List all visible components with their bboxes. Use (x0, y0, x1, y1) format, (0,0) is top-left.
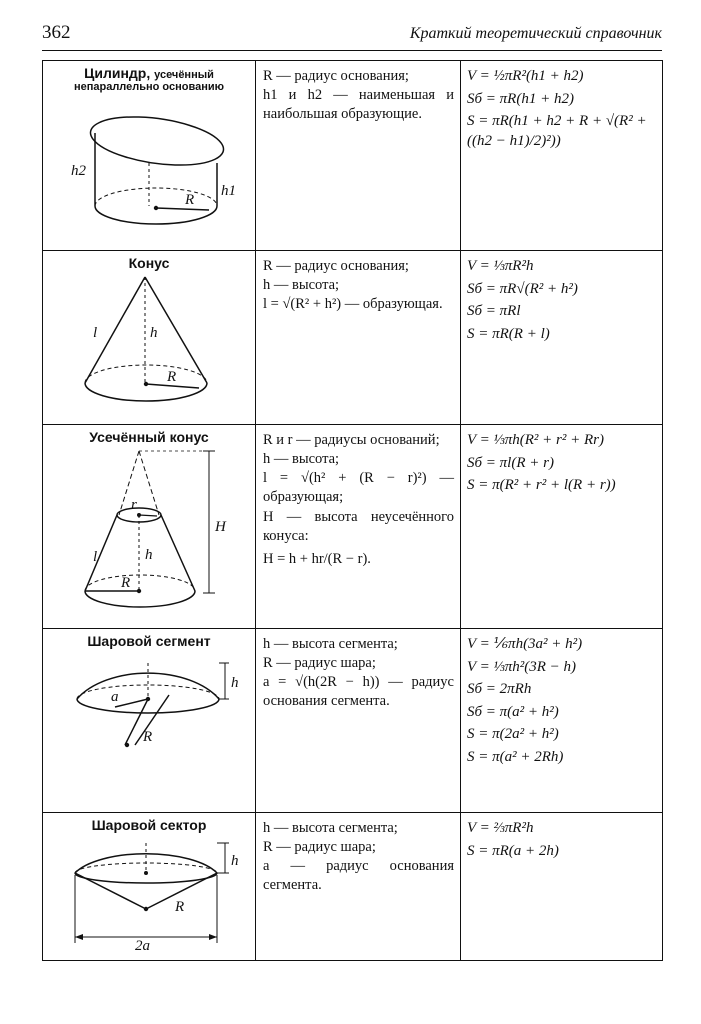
frustum-figure (49, 445, 249, 615)
cylinder-figure (49, 93, 249, 233)
formula-line: V = ½πR²(h1 + h2) (467, 68, 584, 84)
desc-line: R — радиус основания; (263, 68, 409, 84)
label-R: R (175, 899, 185, 915)
label-R: R (167, 369, 177, 385)
page-number: 362 (42, 22, 71, 43)
description-cell (256, 61, 461, 251)
solid-subtitle: непараллельно основанию (73, 81, 225, 93)
description-cell (256, 813, 461, 961)
formula-line: V = ⅓πh(R² + r² + Rr) (467, 432, 605, 448)
label-h: h (150, 325, 158, 341)
solid-name: Усечённый конус (89, 429, 209, 445)
formula-line: Sб = π(a² + h²) (467, 703, 559, 720)
label-H: H (215, 519, 226, 535)
label-h1: h1 (221, 183, 236, 199)
table-row-spherical-segment (43, 629, 663, 813)
formula-line: S = π(R² + r² + l(R + r)) (467, 477, 616, 493)
formula-line: S = π(2a² + h²) (467, 726, 559, 742)
running-title: Краткий теоретический справочник (409, 25, 662, 42)
figure-cell (43, 425, 256, 629)
formula-line: Sб = πRl (467, 303, 521, 319)
formula-line: V = ⅔πR²h (467, 820, 534, 836)
desc-line: R — радиус основания; (263, 258, 409, 274)
formula-line: Sб = πl(R + r) (467, 454, 554, 471)
label-2a: 2a (135, 938, 150, 951)
table-row-cone (43, 251, 663, 425)
formula-cell (461, 251, 663, 425)
desc-line: h — высота сегмента; (263, 820, 398, 836)
formula-line: S = πR(a + 2h) (467, 842, 559, 859)
label-R: R (143, 729, 153, 745)
label-h2: h2 (71, 163, 86, 179)
figure-cell (43, 813, 256, 961)
desc-line: h — высота; (263, 451, 340, 468)
desc-line: H — высота неусечённого конуса: (263, 508, 454, 544)
desc-line: h — высота сегмента; (263, 636, 398, 652)
formula-line: Sб = 2πRh (467, 681, 532, 697)
desc-line: l = √(R² + h²) — образующая. (263, 296, 443, 313)
desc-line: R — радиус шара; (263, 839, 376, 856)
formula-line: V = ⅙πh(3a² + h²) (467, 636, 583, 652)
formula-line: S = π(a² + 2Rh) (467, 748, 564, 765)
desc-line: H = h + hr/(R − r). (263, 550, 371, 567)
description-cell (256, 425, 461, 629)
page-header (42, 20, 662, 51)
label-l: l (93, 325, 98, 341)
table-row-spherical-sector (43, 813, 663, 961)
spherical-segment-figure (49, 649, 249, 759)
formula-cell (461, 61, 663, 251)
desc-line: l = √(h² + (R − r)²) — образующая; (263, 470, 454, 506)
label-h: h (231, 675, 239, 691)
desc-line: h — высота; (263, 277, 340, 294)
solid-name: Цилиндр, усечённый (84, 65, 214, 81)
description-cell (256, 629, 461, 813)
spherical-sector-figure (49, 833, 249, 951)
desc-line: R — радиус шара; (263, 655, 376, 672)
description-cell (256, 251, 461, 425)
formula-cell (461, 629, 663, 813)
desc-line: R и r — радиусы оснований; (263, 432, 440, 448)
formula-line: Sб = πR√(R² + h²) (467, 280, 578, 297)
formula-line: S = πR(h1 + h2 + R + √(R² + ((h2 − h1)/2)²)) (467, 113, 647, 149)
label-h: h (231, 853, 239, 869)
label-R: R (185, 192, 195, 208)
solid-name: Конус (128, 255, 170, 271)
label-h: h (145, 547, 153, 563)
label-a: a (111, 689, 119, 705)
formula-line: Sб = πR(h1 + h2) (467, 90, 574, 107)
formula-line: S = πR(R + l) (467, 325, 550, 342)
formula-cell (461, 813, 663, 961)
cone-figure (49, 271, 249, 411)
figure-cell (43, 251, 256, 425)
desc-line: a — радиус основания сегмента. (263, 858, 454, 894)
desc-line: a = √(h(2R − h)) — радиус основания сегмента. (263, 674, 454, 710)
label-r: r (131, 497, 137, 513)
formula-line: V = ⅓πR²h (467, 258, 534, 274)
table-row-cylinder (43, 61, 663, 251)
figure-cell (43, 61, 256, 251)
label-R: R (121, 575, 131, 591)
solid-name: Шаровой сектор (91, 817, 207, 833)
desc-line: h1 и h2 — наименьшая и наибольшая образующие. (263, 87, 454, 123)
solid-name: Шаровой сегмент (87, 633, 211, 649)
table-row-frustum (43, 425, 663, 629)
formula-table (42, 60, 663, 961)
formula-line: V = ⅓πh²(3R − h) (467, 658, 577, 675)
label-l: l (93, 549, 98, 565)
formula-cell (461, 425, 663, 629)
figure-cell (43, 629, 256, 813)
